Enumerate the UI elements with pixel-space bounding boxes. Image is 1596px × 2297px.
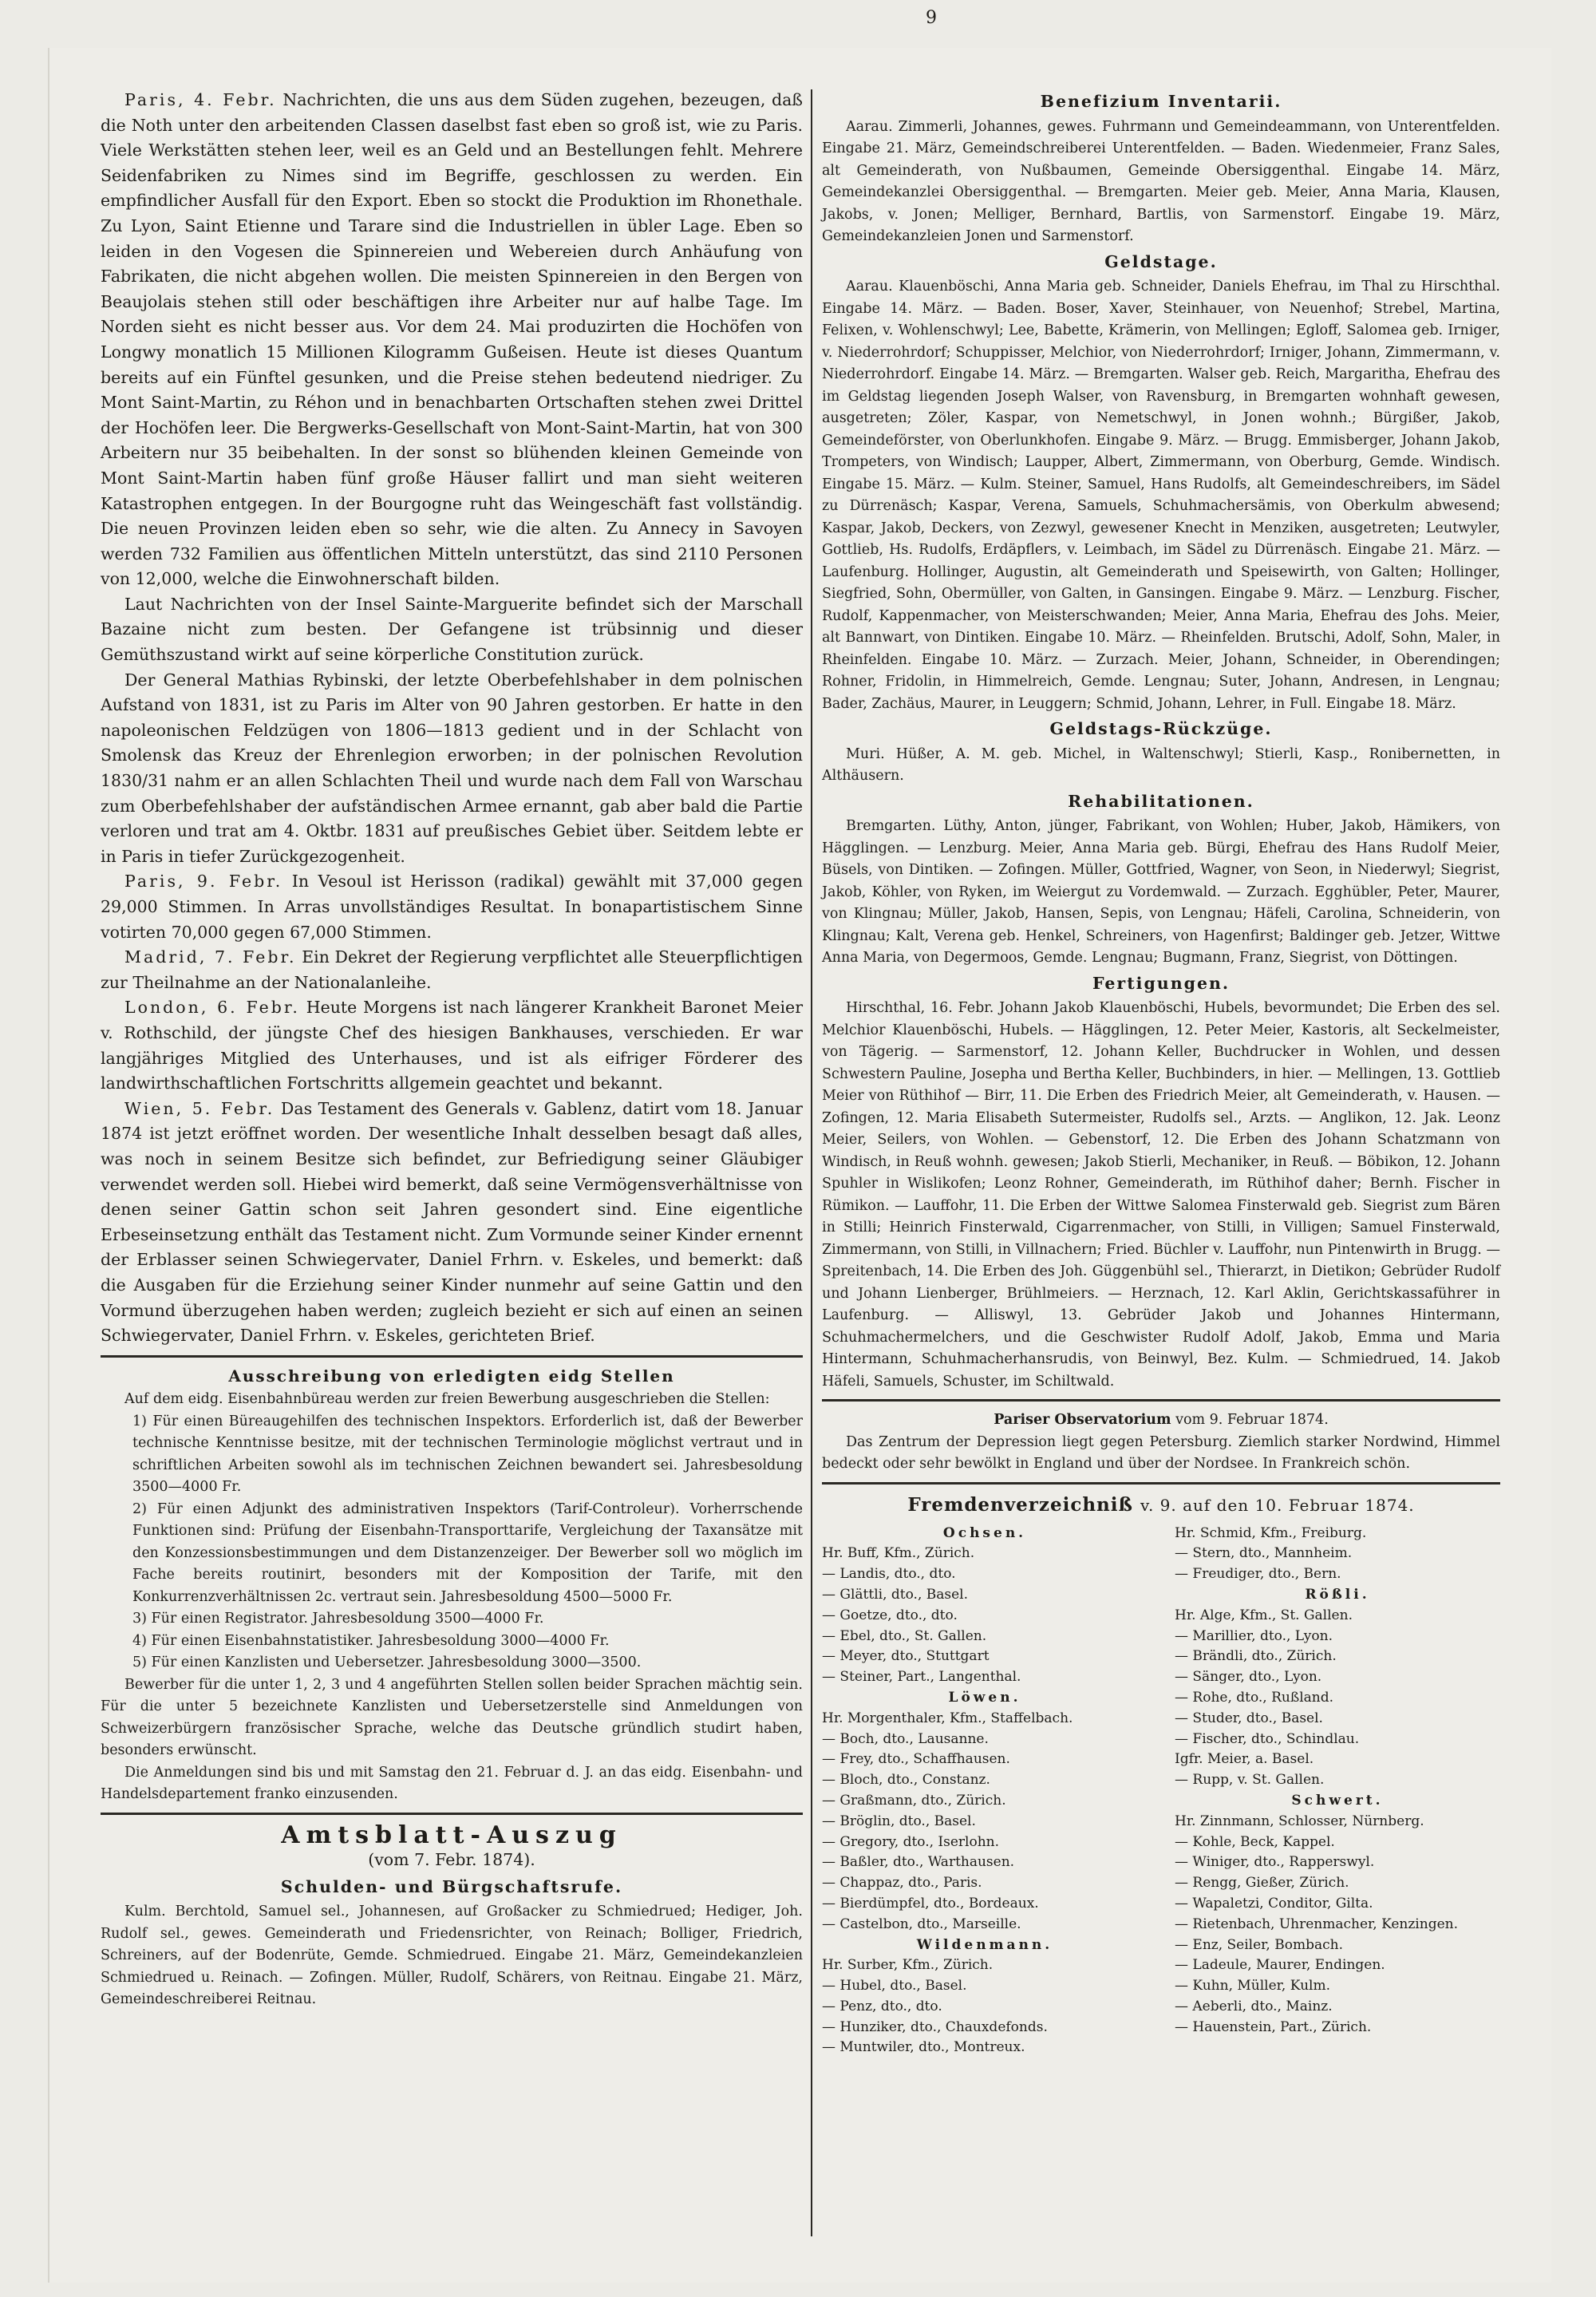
guest-entry: — Baßler, dto., Warthausen. bbox=[822, 1854, 1015, 1871]
stellen-item: 2) Für einen Adjunkt des administrativen Inspektors (Tarif-Controleur). Vorherrschende Funktionen sind: Prüfung der Eisenbahn-Transporttarife, Vergleichung der Taxansätze mit den Konzessionsbestimmungen und dem Distanzenzeiger. Der Bewerber soll wo möglich im Fache bereits routinirt, besonders mit der Komposition der Tarife, mit den Konkurrenzverhältnissen 2c. vertraut sein. Jahresbesoldung 4500—5000 Fr. bbox=[132, 1500, 803, 1605]
guest-entry: — Kohle, Beck, Kappel. bbox=[1175, 1833, 1335, 1850]
rehabilitationen-title: Rehabilitationen. bbox=[1068, 791, 1254, 811]
hotel-heading: Schwert. bbox=[1291, 1792, 1384, 1809]
amtsblatt-auszug bbox=[101, 1823, 803, 2011]
geldstage-text: Aarau. Klauenböschi, Anna Maria geb. Schneider, Daniels Ehefrau, im Thal zu Hirschthal. Eingabe 14. März. — Baden. Boser, Xaver, Steinhauer, von Neuenhof; Strebel, Martina, Felixen, v. Wohlenschwyl; Lee, Babette, Krämerin, von Mellingen; Egloff, Salomea geb. Irniger, v. Niederrohrdorf; Schuppisser, Melchior, von Niederrohrdorf; Irniger, Johann, Zimmermann, v. Niederrohrdorf. Eingabe 14. März. — Bremgarten. Walser geb. Reich, Margaritha, Ehefrau des im Geldstag liegenden Joseph Walser, von Ravensburg, in Bremgarten wohnhaft gewesen, ausgetreten; Zöler, Kaspar, von Nemetschwyl, in Jonen wohnh.; Bürgißer, Jakob, Gemeindeförster, von Oberlunkhofen. Eingabe 9. März. — Brugg. Emmisberger, Johann Jakob, Trompeters, von Windisch; Laupper, Albert, Zimmermann, von Oberburg, Gemde. Windisch. Eingabe 15. März. — Kulm. Steiner, Samuel, Hans Rudolfs, alt Gemeindeschreibers, im Sädel zu Dürrenäsch; Kaspar, Verena, Samuels, Schuhmachersämis, von Oberkulm abwesend; Kaspar, Jakob, Deckers, von Zezwyl, gewesener Knecht in Menziken, ausgetreten; Leutwyler, Gottlieb, Hs. Rudolfs, Erdäpflers, v. Leimbach, im Sädel zu Dürrenäsch. Eingabe 21. März. — Laufenburg. Hollinger, Augustin, alt Gemeinderath und Speisewirth, von Galten; Hollinger, Siegfried, Sohn, Obermüller, von Galten, in Gansingen. Eingabe 9. März. — Lenzburg. Fischer, Rudolf, Kappenmacher, von Meisterschwanden; Meier, Anna Maria, Ehefrau des Johs. Meier, alt Bannwart, von Dintiken. Eingabe 10. März. — Rheinfelden. Brutschi, Adolf, Sohn, Maler, in Rheinfelden. Eingabe 10. März. — Zurzach. Meier, Johann, Schneider, in Oberendingen; Rohner, Fridolin, in Himmelreich, Gemde. Lengnau; Suter, Johann, Andresen, in Lengnau; Bader, Zachäus, Maurer, in Leuggern; Schmid, Johann, Lehrer, in Full. Eingabe 18. März. bbox=[822, 279, 1500, 712]
guest-entry: — Stern, dto., Mannheim. bbox=[1175, 1545, 1353, 1562]
dateline: London, 6. Febr. bbox=[124, 998, 300, 1018]
guest-entry: — Landis, dto., dto. bbox=[822, 1566, 956, 1583]
rueckzuege-text: Muri. Hüßer, A. M. geb. Michel, in Waltenschwyl; Stierli, Kasp., Ronibernetten, in Althäusern. bbox=[822, 745, 1500, 785]
guest-entry: Hr. Buff, Kfm., Zürich. bbox=[822, 1545, 975, 1562]
guest-entry: — Hauenstein, Part., Zürich. bbox=[1175, 2018, 1372, 2035]
dateline: Paris, 9. Febr. bbox=[124, 872, 283, 892]
amtsblatt-subtitle: Schulden- und Bürgschaftsrufe. bbox=[280, 1876, 623, 1896]
section-rule bbox=[101, 1813, 803, 1815]
guest-entry: — Freudiger, dto., Bern. bbox=[1175, 1566, 1341, 1583]
stellen-deadline: Die Anmeldungen sind bis und mit Samstag den 21. Februar d. J. an das eidg. Eisenbahn- und Handelsdepartement franko einzusenden. bbox=[101, 1764, 803, 1803]
stellen-ausschreibung bbox=[101, 1366, 803, 1806]
stellen-item: 1) Für einen Büreaugehilfen des technischen Inspektors. Erforderlich ist, daß der Bewerber technische Kenntnisse besitze, mit der technischen Terminologie möglichst vertraut und in schriftlichen Arbeiten sowohl als im technischen Zeichnen bewandert sei. Jahresbesoldung 3500—4000 Fr. bbox=[132, 1413, 803, 1496]
fremdenverzeichnis-title: Fremdenverzeichniß bbox=[907, 1493, 1133, 1516]
guest-entry: — Castelbon, dto., Marseille. bbox=[822, 1915, 1021, 1932]
benefizium-text: Aarau. Zimmerli, Johannes, gewes. Fuhrmann und Gemeindeammann, von Unterentfelden. Eingabe 21. März, Gemeindschreiberei Unterentfelden. — Baden. Wiedenmeier, Franz Sales, alt Gemeinderath, von Nußbaumen, Gemeinde Obersiggenthal. Eingabe 14. März, Gemeindekanzlei Obersiggenthal. — Bremgarten. Meier geb. Meier, Anna Maria, Klausen, Jakobs, v. Jonen; Melliger, Bernhard, Bartlis, von Sarmenstorf. Eingabe 19. März, Gemeindekanzleien Jonen und Sarmenstorf. bbox=[822, 118, 1500, 245]
guest-entry: — Goetze, dto., dto. bbox=[822, 1607, 958, 1623]
rehabilitationen-text: Bremgarten. Lüthy, Anton, jünger, Fabrikant, von Wohlen; Huber, Jakob, Hämikers, von Hägglingen. — Lenzburg. Meier, Anna Maria geb. Bürgi, Ehefrau des Hans Rudolf Meier, Büsels, von Dintiken. — Zofingen. Müller, Gottfried, Wagner, von Seon, in Niederwyl; Siegrist, Jakob, Köhler, von Ryken, im Weiergut zu Vordemwald. — Zurzach. Egghübler, Peter, Maurer, von Klingnau; Müller, Jakob, Hansen, Sepis, von Lengnau; Häfeli, Carolina, Schneiderin, von Klingnau; Kalt, Verena geb. Henkel, Schreiners, von Hagenfirst; Baldinger geb. Jetzer, Wittwe Anna Maria, von Degermoos, Gemde. Lengnau; Bugmann, Franz, Siegrist, von Döttingen. bbox=[822, 818, 1500, 967]
guest-entry: — Kuhn, Müller, Kulm. bbox=[1175, 1978, 1330, 1995]
guest-entry: — Rohe, dto., Rußland. bbox=[1175, 1689, 1334, 1706]
stellen-intro: Auf dem eidg. Eisenbahnbüreau werden zur freien Bewerbung ausgeschrieben die Stellen: bbox=[124, 1391, 770, 1408]
fremdenverzeichnis-list bbox=[822, 1524, 1500, 2059]
page-marker: 9 bbox=[926, 8, 937, 28]
guest-entry: — Hubel, dto., Basel. bbox=[822, 1978, 967, 1995]
guest-entry: — Meyer, dto., Stuttgart bbox=[822, 1648, 990, 1665]
guest-entry: — Winiger, dto., Rapperswyl. bbox=[1175, 1854, 1375, 1871]
stellen-note: Bewerber für die unter 1, 2, 3 und 4 angeführten Stellen sollen beider Sprachen mächtig sein. Für die unter 5 bezeichnete Kanzlisten und Uebersetzerstelle sind Anmeldungen von Schweizerbürgern französischer Sprache, welche das Deutsche gründlich studirt haben, besonders erwünscht. bbox=[101, 1676, 803, 1759]
wien-article bbox=[101, 1097, 803, 1349]
dateline: Paris, 4. Febr. bbox=[124, 90, 277, 109]
fertigungen-title: Fertigungen. bbox=[1092, 973, 1231, 993]
guest-entry: — Wapaletzi, Conditor, Gilta. bbox=[1175, 1895, 1373, 1912]
dateline: Wien, 5. Febr. bbox=[124, 1098, 275, 1118]
guest-entry: — Chappaz, dto., Paris. bbox=[822, 1875, 982, 1892]
london-article bbox=[101, 995, 803, 1096]
article-text: Ein Dekret der Regierung verpflichtet alle Steuerpflichtigen zur Theilnahme an der Nationalanleihe. bbox=[101, 947, 804, 992]
article-text: Das Testament des Generals v. Gablenz, datirt vom 18. Januar 1874 ist jetzt eröffnet worden. Der wesentliche Inhalt desselben besagt daß alles, was noch in seinem Besitze sich befindet, zur Befriedigung seiner Gläubiger verwendet werden soll. Hiebei wird bemerkt, daß seine Vermögensverhältnisse von denen seiner Gattin schon seit Jahren gesondert sind. Eine eigentliche Erbeseinsetzung enthält das Testament nicht. Zum Vormunde seiner Kinder ernennt der Erblasser seinen Schwiegervater, Daniel Frhrn. v. Eskeles, und bemerkt: daß die Ausgaben für die Erziehung seiner Kinder nunmehr auf seine Gattin und den Vormund überzugehen haben werden; zugleich bezieht er sich auf einen an seinen Schwiegervater, Daniel Frhrn. v. Eskeles, gerichteten Brief. bbox=[101, 1098, 803, 1346]
article-text: Nachrichten, die uns aus dem Süden zugehen, bezeugen, daß die Noth unter den arbeitenden Classen daselbst fast eben so groß ist, wie zu Paris. Viele Werkstätten stehen leer, weil es an Geld und an Bestellungen fehlt. Mehrere Seidenfabriken zu Nimes sind im Begriffe, geschlossen zu werden. Ein empfindlicher Ausfall für den Export. Eben so stockt die Produktion im Rhonethale. Zu Lyon, Saint Etienne und Tarare sind die Industriellen in übler Lage. Eben so leiden in den Vogesen die Spinnereien und Webereien durch Anhäufung von Fabrikaten, die nicht abgehen wollen. Die meisten Spinnereien in den Bergen von Beaujolais stehen still oder beschäftigen ihre Arbeiter nur auf halbe Tage. Im Norden sieht es nicht besser aus. Vor dem 24. Mai produzirten die Hochöfen von Longwy monatlich 15 Millionen Kilogramm Gußeisen. Heute ist dieses Quantum bereits auf ein Fünftel gesunken, und die Preise stehen bedeutend niedriger. Zu Mont Saint-Martin, zu Réhon und in benachbarten Ortschaften stehen zwei Drittel der Hochöfen leer. Die Bergwerks-Gesellschaft von Mont-Saint-Martin, hat von 300 Arbeitern nur 35 beibehalten. In der sonst so blühenden kleinen Gemeinde von Mont Saint-Martin haben fünf große Häuser fallirt und man sieht weiteren Katastrophen entgegen. In der Bourgogne ruht das Weingeschäft fast vollständig. Die neuen Provinzen leiden eben so sehr, wie die alten. Zu Annecy in Savoyen werden 732 Familien aus öffentlichen Mitteln unterstützt, das sind 2110 Personen von 12,000, welche die Einwohnerschaft bilden. bbox=[101, 90, 803, 589]
guest-entry: — Ebel, dto., St. Gallen. bbox=[822, 1627, 987, 1644]
guest-list-column bbox=[1175, 1524, 1500, 2059]
guest-entry: — Bloch, dto., Constanz. bbox=[822, 1772, 990, 1789]
guest-entry: — Brändli, dto., Zürich. bbox=[1175, 1648, 1337, 1665]
dateline: Madrid, 7. Febr. bbox=[124, 947, 297, 967]
fremdenverzeichnis-heading bbox=[822, 1492, 1500, 1519]
paris-4-feb-article bbox=[101, 88, 803, 592]
guest-entry: — Muntwiler, dto., Montreux. bbox=[822, 2039, 1025, 2056]
guest-entry: — Aeberli, dto., Mainz. bbox=[1175, 1998, 1333, 2014]
guest-entry: — Graßmann, dto., Zürich. bbox=[822, 1792, 1006, 1809]
hotel-heading: Löwen. bbox=[948, 1689, 1021, 1706]
guest-entry: — Hunziker, dto., Chauxdefonds. bbox=[822, 2018, 1048, 2035]
guest-entry: — Rengg, Gießer, Zürich. bbox=[1175, 1875, 1349, 1892]
guest-entry: — Sänger, dto., Lyon. bbox=[1175, 1669, 1322, 1686]
column-divider bbox=[811, 89, 812, 2236]
fremdenverzeichnis-date: v. 9. auf den 10. Februar 1874. bbox=[1140, 1495, 1415, 1515]
guest-entry: — Enz, Seiler, Bombach. bbox=[1175, 1936, 1343, 1953]
guest-entry: — Frey, dto., Schaffhausen. bbox=[822, 1751, 1010, 1768]
guest-entry: Igfr. Meier, a. Basel. bbox=[1175, 1751, 1314, 1768]
stellen-item: 4) Für einen Eisenbahnstatistiker. Jahresbesoldung 3000—4000 Fr. bbox=[132, 1632, 610, 1649]
guest-entry: — Marillier, dto., Lyon. bbox=[1175, 1627, 1333, 1644]
guest-list-column bbox=[822, 1524, 1148, 2059]
article-text: In Vesoul ist Herisson (radikal) gewählt mit 37,000 gegen 29,000 Stimmen. In Arras unvollständiges Resultat. In bonapartistischem Sinne votirten 70,000 gegen 67,000 Stimmen. bbox=[101, 872, 804, 942]
amtsblatt-text: Kulm. Berchtold, Samuel sel., Johannesen, auf Großacker zu Schmiedrued; Hediger, Joh. Rudolf sel., gewes. Gemeinderath und Friedensrichter, von Reinach; Bolliger, Friedrich, Schreiners, auf der Bodenrüte, Gemde. Schmiedrued. Eingabe 21. März, Gemeindekanzleien Schmiedrued u. Reinach. — Zofingen. Müller, Rudolf, Schärers, von Reitnau. Eingabe 21. März, Gemeindeschreiberei Reitnau. bbox=[101, 1904, 803, 2008]
observatorium-date: vom 9. Februar 1874. bbox=[1175, 1412, 1329, 1429]
guest-entry: — Gregory, dto., Iserlohn. bbox=[822, 1833, 1000, 1850]
bazaine-article: Laut Nachrichten von der Insel Sainte-Marguerite befindet sich der Marschall Bazaine nicht zum besten. Der Gefangene ist trübsinnig und dieser Gemüthszustand wirkt auf seine körperliche Constitution zurück. bbox=[101, 594, 803, 665]
paris-9-feb-article bbox=[101, 869, 803, 945]
guest-entry: Hr. Schmid, Kfm., Freiburg. bbox=[1175, 1524, 1367, 1541]
guest-entry: — Rupp, v. St. Gallen. bbox=[1175, 1772, 1325, 1789]
guest-entry: — Glättli, dto., Basel. bbox=[822, 1586, 969, 1603]
guest-entry: Hr. Morgenthaler, Kfm., Staffelbach. bbox=[822, 1710, 1073, 1726]
right-column bbox=[822, 88, 1500, 2058]
observatorium-text: Das Zentrum der Depression liegt gegen Petersburg. Ziemlich starker Nordwind, Himmel bedeckt oder sehr bewölkt in England und über der Nordsee. In Frankreich schön. bbox=[822, 1433, 1500, 1473]
section-rule bbox=[101, 1355, 803, 1358]
guest-entry: Hr. Alge, Kfm., St. Gallen. bbox=[1175, 1607, 1353, 1623]
amtsblatt-date: (vom 7. Febr. 1874). bbox=[368, 1850, 535, 1870]
stellen-item: 5) Für einen Kanzlisten und Uebersetzer. Jahresbesoldung 3000—3500. bbox=[132, 1655, 642, 1671]
observatorium-title: Pariser Observatorium bbox=[994, 1412, 1171, 1429]
hotel-heading: Rößli. bbox=[1305, 1586, 1370, 1603]
guest-entry: Hr. Zinnmann, Schlosser, Nürnberg. bbox=[1175, 1813, 1424, 1829]
benefizium-title: Benefizium Inventarii. bbox=[1040, 92, 1282, 111]
guest-entry: Hr. Surber, Kfm., Zürich. bbox=[822, 1957, 994, 1974]
left-column bbox=[101, 88, 803, 2011]
guest-entry: — Rietenbach, Uhrenmacher, Kenzingen. bbox=[1175, 1915, 1458, 1932]
rueckzuege-title: Geldstags-Rückzüge. bbox=[1049, 719, 1273, 739]
section-rule bbox=[822, 1399, 1500, 1402]
amtsblatt-title: Amtsblatt-Auszug bbox=[281, 1821, 622, 1849]
hotel-heading: Ochsen. bbox=[942, 1524, 1027, 1541]
fertigungen-text: Hirschthal, 16. Febr. Johann Jakob Klauenböschi, Hubels, bevormundet; Die Erben des sel. Melchior Klauenböschi, Hubels. — Hägglingen, 12. Peter Meier, Kastoris, alt Seckelmeister, von Tägerig. — Sarmenstorf, 12. Johann Keller, Buchdrucker in Wohlen, und dessen Schwestern Pauline, Josepha und Bertha Keller, Buchbinders, in hier. — Mellingen, 13. Gottlieb Meier von Rüthihof — Birr, 11. Die Erben des Friedrich Meier, alt Gemeinderath, v. Hausen. — Zofingen, 12. Maria Elisabeth Sutermeister, Rudolfs sel., Arzts. — Anglikon, 12. Jak. Leonz Meier, Seilers, von Wohlen. — Gebenstorf, 12. Die Erben des Johann Schatzmann von Windisch, in Reuß wohnh. gewesen; Jakob Stierli, Mechaniker, in Reuß. — Böbikon, 12. Johann Spuhler in Wislikofen; Leonz Rohner, Gemeinderath, im Rüthihof daher; Bernh. Fischer in Rümikon. — Lauffohr, 11. Die Erben der Wittwe Salomea Finsterwald geb. Siegrist zum Bären in Stilli; Heinrich Finsterwald, Cigarrenmacher, von Stilli, in Villigen; Samuel Finsterwald, Zimmermann, von Stilli, in Villnachern; Fried. Büchler v. Lauffohr, nun Pintenwirth in Brugg. — Spreitenbach, 14. Die Erben des Joh. Güggenbühl sel., Thierarzt, in Dietikon; Gebrüder Rudolf und Johann Lienberger, Brühlmeiers. — Herznach, 12. Karl Aklin, Gerichtskassaführer in Laufenburg. — Alliswyl, 13. Gebrüder Jakob und Johannes Hintermann, Schuhmachermelchers, und die Geschwister Rudolf Adolf, Jakob, Emma und Maria Hintermann, Schuhmacherhansrudis, von Beinwyl, Bez. Kulm. — Schmiedrued, 14. Jakob Häfeli, Samuels, Schuster, im Schiltwald. bbox=[822, 1000, 1500, 1390]
guest-entry: — Bierdümpfel, dto., Bordeaux. bbox=[822, 1895, 1039, 1912]
stellen-item: 3) Für einen Registrator. Jahresbesoldung 3500—4000 Fr. bbox=[132, 1611, 544, 1627]
rybinski-article: Der General Mathias Rybinski, der letzte Oberbefehlshaber in dem polnischen Aufstand von 1831, ist zu Paris im Alter von 90 Jahren gestorben. Er hatte in den napoleonischen Feldzügen von 1806—1813 gedient und in der Schlacht von Smolensk das Kreuz der Ehrenlegion erworben; in der polnischen Revolution 1830/31 nahm er an allen Schlachten Theil und wurde nach dem Fall von Warschau zum Oberbefehlshaber der aufständischen Armee ernannt, gab aber bald die Partie verloren und trat am 4. Oktbr. 1831 auf preußisches Gebiet über. Seitdem lebte er in Paris in tiefer Zurückgezogenheit. bbox=[101, 670, 803, 866]
guest-entry: — Studer, dto., Basel. bbox=[1175, 1710, 1323, 1726]
section-rule bbox=[822, 1482, 1500, 1485]
guest-entry: — Fischer, dto., Schindlau. bbox=[1175, 1730, 1360, 1747]
guest-entry: — Penz, dto., dto. bbox=[822, 1998, 942, 2014]
madrid-article bbox=[101, 945, 803, 995]
guest-entry: — Boch, dto., Lausanne. bbox=[822, 1730, 989, 1747]
article-text: Heute Morgens ist nach längerer Krankheit Baronet Meier v. Rothschild, der jüngste Chef des hiesigen Bankhauses, verschieden. Er war langjähriges Mitglied des Unterhauses, und ist als eifriger Förderer des landwirthschaftlichen Fortschritts allgemein geachtet und bekannt. bbox=[101, 998, 803, 1093]
observatorium-heading bbox=[822, 1409, 1500, 1432]
guest-entry: — Steiner, Part., Langenthal. bbox=[822, 1669, 1021, 1686]
stellen-list bbox=[101, 1411, 803, 1674]
geldstage-title: Geldstage. bbox=[1104, 251, 1218, 271]
guest-entry: — Bröglin, dto., Basel. bbox=[822, 1813, 976, 1829]
guest-entry: — Ladeule, Maurer, Endingen. bbox=[1175, 1957, 1385, 1974]
stellen-title: Ausschreibung von erledigten eidg Stellen bbox=[228, 1366, 675, 1386]
hotel-heading: Wildenmann. bbox=[916, 1936, 1053, 1953]
